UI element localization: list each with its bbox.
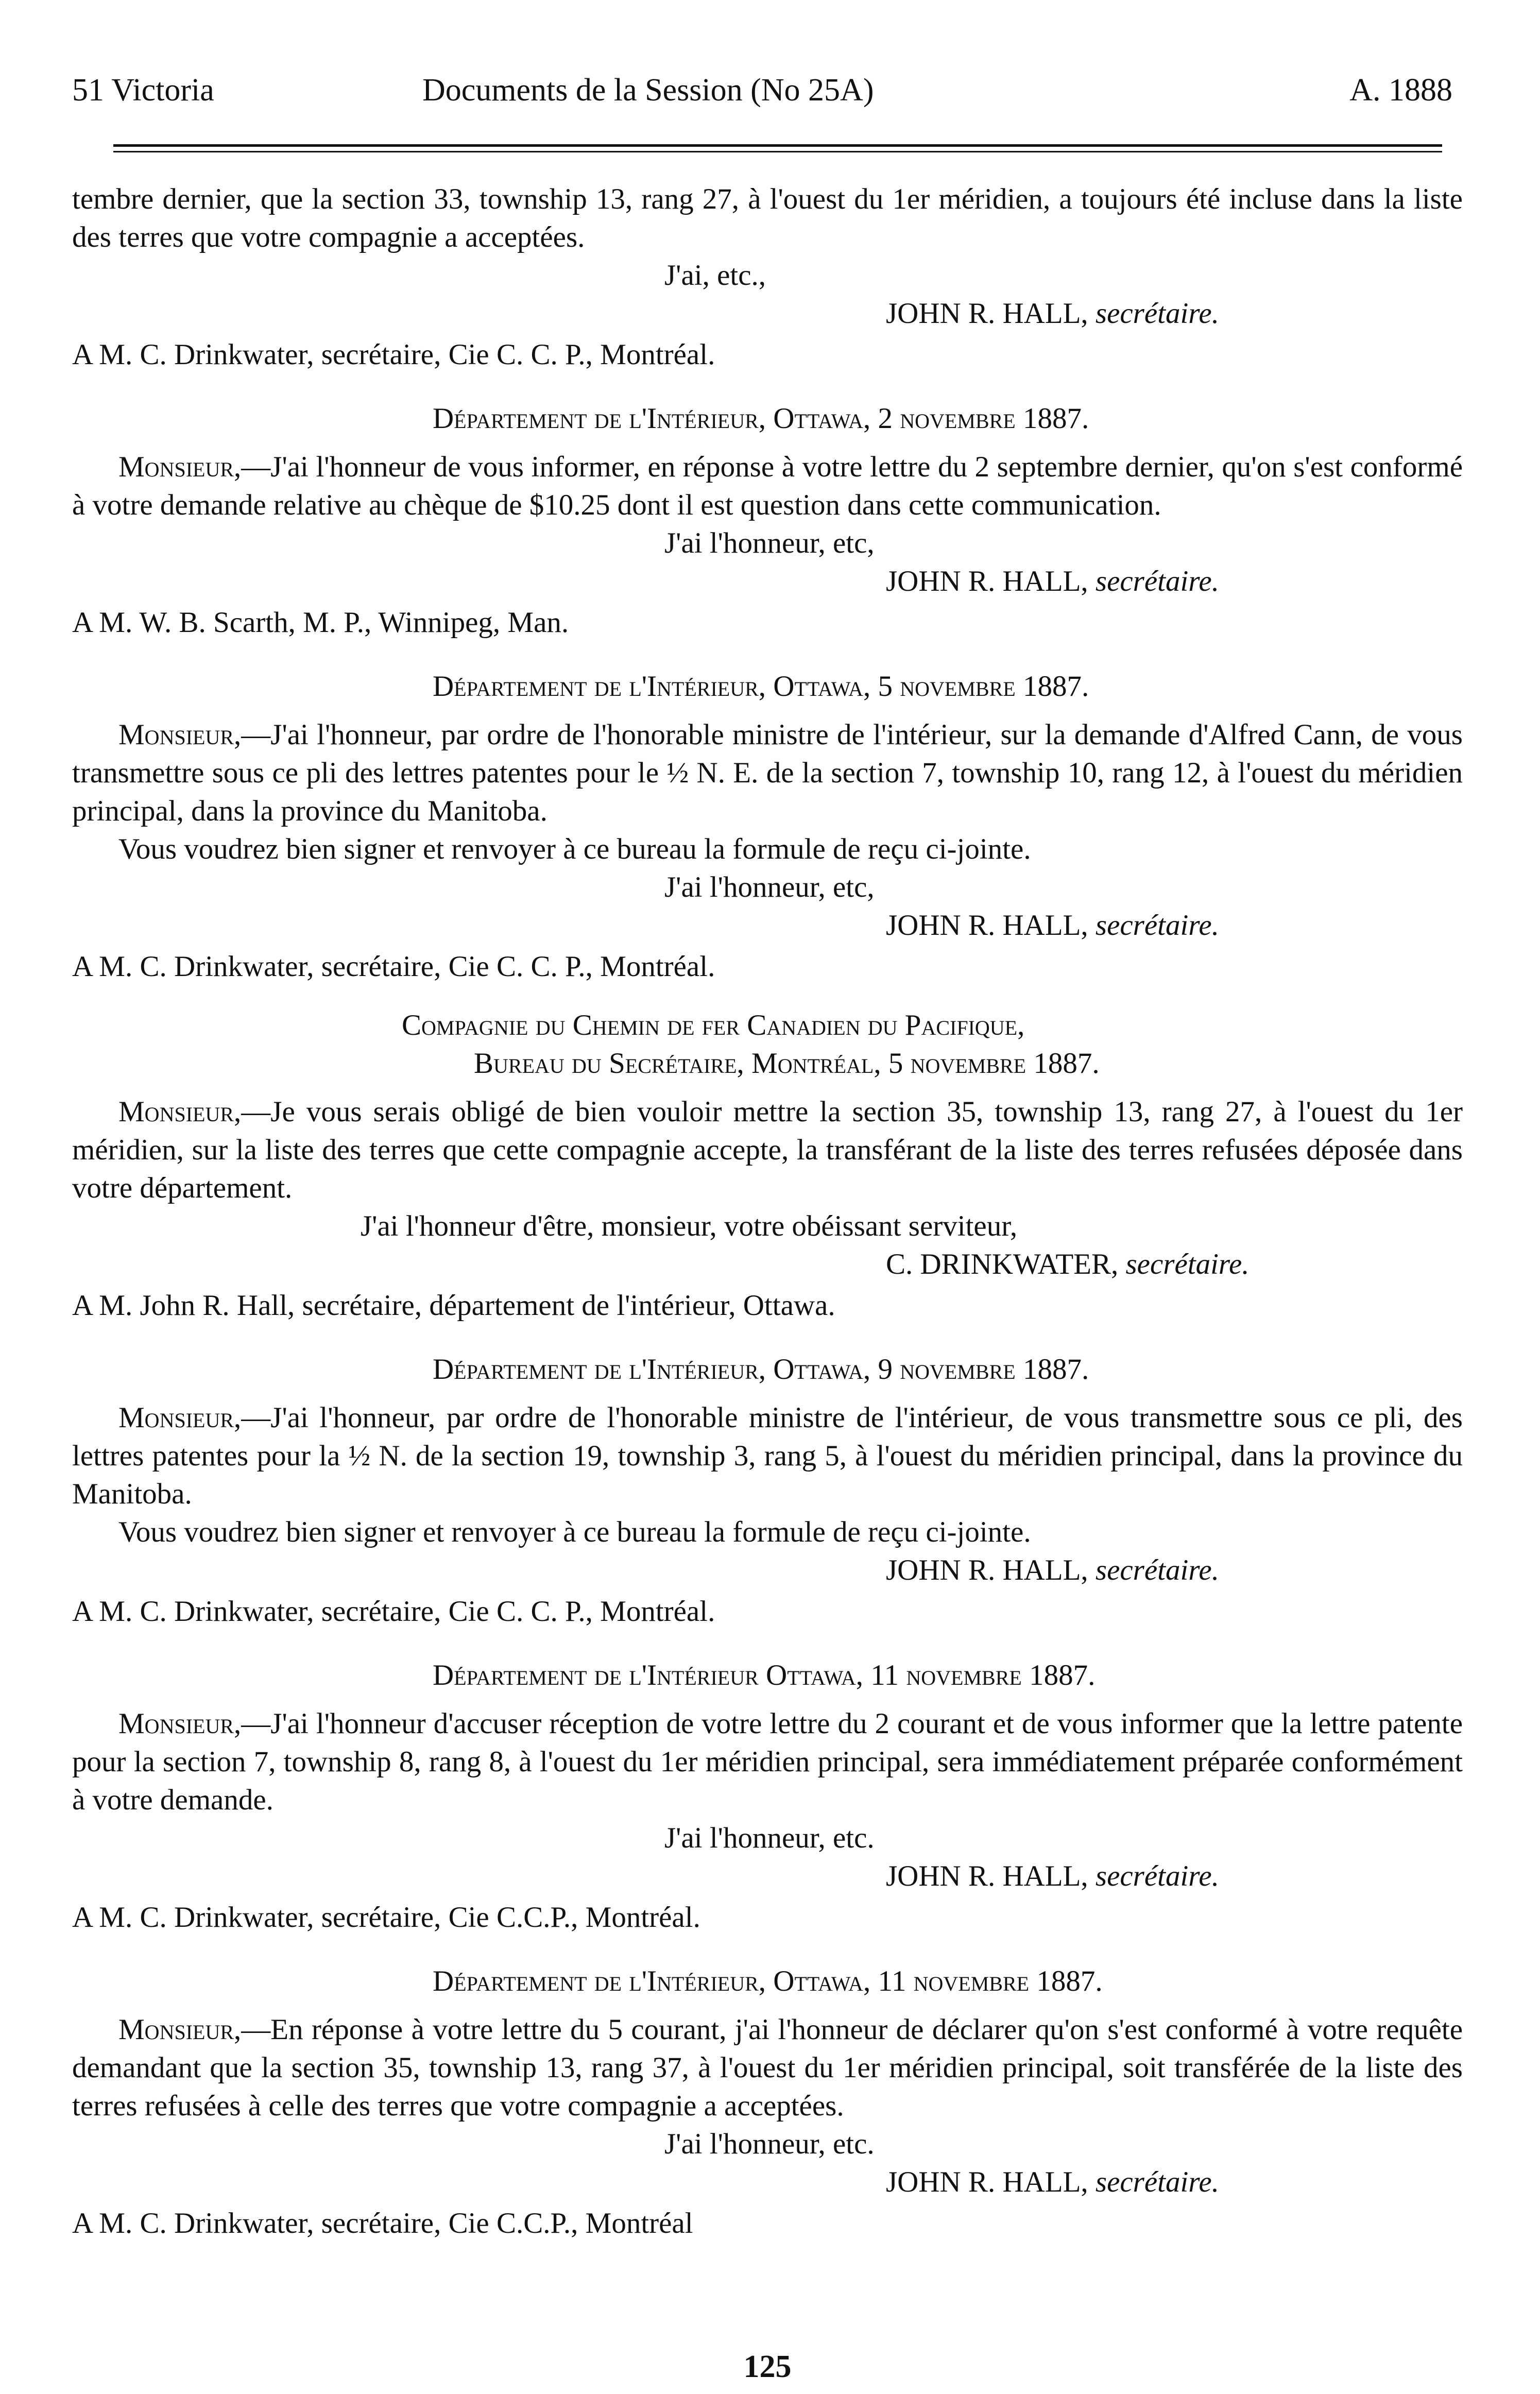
letter-heading: Département de l'Intérieur, Ottawa, 2 novembre 1887.	[433, 402, 1089, 435]
addressee: A M. C. Drinkwater, secrétaire, Cie C. C. P., Montréal.	[72, 950, 715, 983]
signature-name: C. DRINKWATER,	[886, 1248, 1119, 1280]
letter-heading: Département de l'Intérieur, Ottawa, 11 novembre 1887.	[433, 1965, 1103, 1997]
letter-heading: Département de l'Intérieur, Ottawa, 5 novembre 1887.	[433, 670, 1089, 703]
letter-heading-line2: Bureau du Secrétaire, Montréal, 5 novembre 1887.	[474, 1047, 1100, 1080]
document-page	[72, 62, 1463, 2384]
signature	[72, 1857, 1463, 1895]
signature-title: secrétaire.	[1095, 909, 1219, 942]
letter-heading: Département de l'Intérieur Ottawa, 11 novembre 1887.	[433, 1659, 1096, 1691]
signature-name: JOHN R. HALL,	[886, 297, 1088, 330]
closing-line: J'ai l'honneur, etc,	[664, 871, 875, 903]
signature-title: secrétaire.	[1095, 1860, 1219, 1892]
addressee: A M. John R. Hall, secrétaire, département de l'intérieur, Ottawa.	[72, 1289, 835, 1322]
signature-title: secrétaire.	[1095, 2166, 1219, 2198]
signature-name: JOHN R. HALL,	[886, 1554, 1088, 1586]
running-header	[72, 62, 1463, 118]
closing-line: J'ai l'honneur, etc,	[664, 527, 875, 559]
salutation: Monsieur,	[118, 1401, 242, 1434]
salutation: Monsieur,	[118, 1096, 242, 1128]
addressee: A M. C. Drinkwater, secrétaire, Cie C.C.P., Montréal.	[72, 1901, 700, 1934]
signature-name: JOHN R. HALL,	[886, 1860, 1088, 1892]
signature	[72, 2163, 1463, 2201]
letter-body: Monsieur,—Je vous serais obligé de bien vouloir mettre la section 35, township 13, rang 27, à l'ouest du 1er méridien, sur la liste des terres que cette compagnie accepte, la transférant de la liste des terres refusées déposée dans votre département.	[72, 1096, 1463, 1204]
letter-body: Monsieur,—J'ai l'honneur, par ordre de l'honorable ministre de l'intérieur, sur la demande d'Alfred Cann, de vous transmettre sous ce pli des lettres patentes pour le ½ N. E. de la section 7, township 10, rang 12, à l'ouest du méridien principal, dans la province du Manitoba.	[72, 719, 1463, 827]
signature	[72, 562, 1463, 601]
salutation: Monsieur,	[118, 1707, 242, 1740]
letter-body: Monsieur,—J'ai l'honneur d'accuser réception de votre lettre du 2 courant et de vous informer que la lettre patente pour la section 7, township 8, rang 8, à l'ouest du 1er méridien principal, sera immédiatement préparée conformément à votre demande.	[72, 1707, 1463, 1816]
closing-line: J'ai l'honneur, etc.	[664, 1822, 875, 1854]
signature	[72, 1551, 1463, 1589]
letter-body: Monsieur,—J'ai l'honneur de vous informer, en réponse à votre lettre du 2 septembre dernier, qu'on s'est conformé à votre demande relative au chèque de $10.25 dont il est question dans cette communication.	[72, 451, 1463, 521]
signature-name: JOHN R. HALL,	[886, 2166, 1088, 2198]
letter-body-continued: Vous voudrez bien signer et renvoyer à ce bureau la formule de reçu ci-jointe.	[118, 833, 1031, 865]
letter-body: Monsieur,—J'ai l'honneur, par ordre de l'honorable ministre de l'intérieur, de vous transmettre sous ce pli, des lettres patentes pour la ½ N. de la section 19, township 3, rang 5, à l'ouest du méridien principal, dans la province du Manitoba.	[72, 1401, 1463, 1510]
signature-title: secrétaire.	[1095, 1554, 1219, 1586]
letter-heading: Département de l'Intérieur, Ottawa, 9 novembre 1887.	[433, 1353, 1089, 1386]
letter-body-continued: Vous voudrez bien signer et renvoyer à ce bureau la formule de reçu ci-jointe.	[118, 1516, 1031, 1548]
signature	[72, 1245, 1463, 1284]
addressee: A M. C. Drinkwater, secrétaire, Cie C. C. P., Montréal.	[72, 338, 715, 371]
intro-paragraph: tembre dernier, que la section 33, township 13, rang 27, à l'ouest du 1er méridien, a toujours été incluse dans la liste des terres que votre compagnie a acceptées.	[72, 183, 1463, 253]
addressee: A M. W. B. Scarth, M. P., Winnipeg, Man.	[72, 606, 569, 639]
signature	[72, 295, 1463, 333]
closing-line: J'ai l'honneur d'être, monsieur, votre obéissant serviteur,	[361, 1210, 1018, 1242]
header-rule	[113, 144, 1442, 152]
signature-name: JOHN R. HALL,	[886, 565, 1088, 597]
signature-title: secrétaire.	[1095, 297, 1219, 330]
header-volume: 51 Victoria	[72, 73, 214, 108]
letter-heading-line1: Compagnie du Chemin de fer Canadien du Pacifique,	[402, 1009, 1025, 1041]
letter-body: Monsieur,—En réponse à votre lettre du 5 courant, j'ai l'honneur de déclarer qu'on s'est conformé à votre requête demandant que la section 35, township 13, rang 37, à l'ouest du 1er méridien principal, soit transférée de la liste des terres refusées à celle des terres que votre compagnie a acceptées.	[72, 2013, 1463, 2122]
header-title: Documents de la Session (No 25A)	[422, 73, 874, 108]
signature-name: JOHN R. HALL,	[886, 909, 1088, 942]
page-number: 125	[743, 2349, 792, 2384]
salutation: Monsieur,	[118, 451, 242, 483]
signature-title: secrétaire.	[1095, 565, 1219, 597]
closing-line: J'ai l'honneur, etc.	[664, 2128, 875, 2160]
addressee: A M. C. Drinkwater, secrétaire, Cie C. C. P., Montréal.	[72, 1595, 715, 1628]
closing-line: J'ai, etc.,	[664, 259, 766, 292]
letter-heading	[72, 1006, 1463, 1083]
document-body	[72, 180, 1463, 2243]
signature-title: secrétaire.	[1125, 1248, 1250, 1280]
salutation: Monsieur,	[118, 2013, 242, 2046]
addressee: A M. C. Drinkwater, secrétaire, Cie C.C.P., Montréal	[72, 2207, 693, 2239]
salutation: Monsieur,	[118, 719, 242, 751]
header-year: A. 1888	[1349, 73, 1452, 108]
signature	[72, 907, 1463, 945]
